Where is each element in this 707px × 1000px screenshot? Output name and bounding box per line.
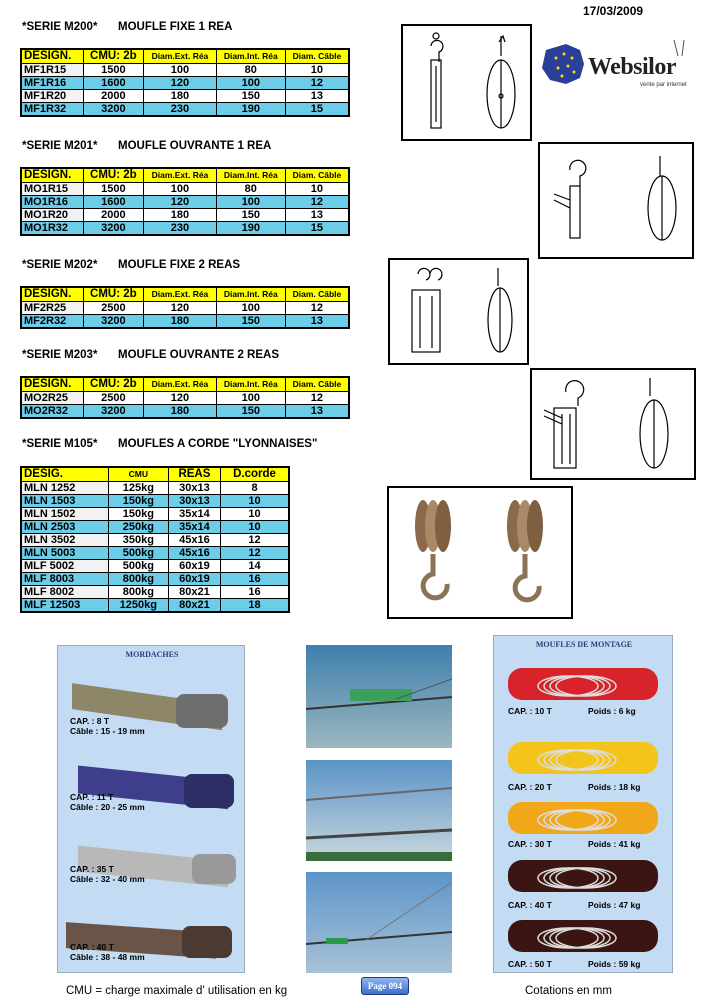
montage-4-cap: CAP. : 40 T bbox=[508, 900, 552, 910]
table-row bbox=[21, 195, 349, 208]
designation-cell: MLN 1503 bbox=[21, 494, 108, 507]
column-header: Diam.Int. Réa bbox=[216, 49, 285, 63]
value-cell: 80 bbox=[216, 63, 285, 76]
logo-tagline: vente par internet bbox=[640, 82, 687, 88]
value-cell: 1500 bbox=[83, 182, 144, 195]
montage-pulleys-icon bbox=[498, 650, 672, 972]
value-cell: 500kg bbox=[108, 546, 168, 559]
websilor-logo bbox=[536, 38, 696, 94]
value-cell: 45x16 bbox=[168, 533, 220, 546]
value-cell: 2000 bbox=[83, 208, 144, 221]
value-cell: 60x19 bbox=[168, 572, 220, 585]
value-cell: 3200 bbox=[83, 221, 144, 235]
value-cell: 16 bbox=[221, 585, 289, 598]
value-cell: 100 bbox=[216, 195, 285, 208]
designation-cell: MF1R16 bbox=[21, 76, 83, 89]
table-row bbox=[21, 494, 289, 507]
value-cell: 35x14 bbox=[168, 507, 220, 520]
table-row bbox=[21, 598, 289, 612]
mordaches-photo-icon bbox=[64, 664, 244, 964]
montage-pulley-3 bbox=[508, 802, 658, 834]
column-header: DESIGN. bbox=[21, 287, 83, 301]
column-header: Diam.Ext. Réa bbox=[144, 49, 216, 63]
value-cell: 13 bbox=[285, 89, 349, 102]
table-m203 bbox=[20, 376, 350, 419]
cmu-note: CMU = charge maximale d' utilisation en kg bbox=[66, 985, 288, 997]
table-row bbox=[21, 404, 349, 418]
designation-cell: MO2R32 bbox=[21, 404, 83, 418]
photo-cable-2 bbox=[306, 760, 452, 861]
pulley-drawing-icon bbox=[532, 370, 694, 478]
value-cell: 125kg bbox=[108, 481, 168, 494]
designation-cell: MO1R16 bbox=[21, 195, 83, 208]
value-cell: 150 bbox=[216, 404, 285, 418]
value-cell: 30x13 bbox=[168, 481, 220, 494]
column-header: Diam. Câble bbox=[285, 49, 349, 63]
pulley-drawing-icon bbox=[540, 144, 692, 257]
value-cell: 15 bbox=[285, 102, 349, 116]
table-row bbox=[21, 314, 349, 328]
column-header: DESIGN. bbox=[21, 377, 83, 391]
column-header: Diam.Int. Réa bbox=[216, 287, 285, 301]
designation-cell: MF2R25 bbox=[21, 301, 83, 314]
section-title-m105: *SERIE M105* MOUFLES A CORDE "LYONNAISES" bbox=[22, 438, 318, 450]
montage-1-cap: CAP. : 10 T bbox=[508, 706, 552, 716]
value-cell: 1500 bbox=[83, 63, 144, 76]
montage-pulley-5 bbox=[508, 920, 658, 952]
column-header: Diam.Ext. Réa bbox=[144, 168, 216, 182]
column-header: D.corde bbox=[221, 467, 289, 481]
value-cell: 13 bbox=[285, 208, 349, 221]
montage-3-cap: CAP. : 30 T bbox=[508, 839, 552, 849]
drawing-m203 bbox=[530, 368, 696, 480]
table-row bbox=[21, 533, 289, 546]
table-header-row bbox=[21, 287, 349, 301]
montage-4-poids: Poids : 47 kg bbox=[588, 900, 641, 910]
table-row bbox=[21, 585, 289, 598]
table-m200 bbox=[20, 48, 350, 117]
designation-cell: MF1R15 bbox=[21, 63, 83, 76]
designation-cell: MF1R20 bbox=[21, 89, 83, 102]
value-cell: 1600 bbox=[83, 76, 144, 89]
drawing-m201 bbox=[538, 142, 694, 259]
value-cell: 12 bbox=[285, 76, 349, 89]
montage-panel bbox=[493, 635, 673, 973]
designation-cell: MLN 1252 bbox=[21, 481, 108, 494]
value-cell: 3200 bbox=[83, 314, 144, 328]
designation-cell: MO1R15 bbox=[21, 182, 83, 195]
montage-5-poids: Poids : 59 kg bbox=[588, 959, 641, 969]
value-cell: 18 bbox=[221, 598, 289, 612]
designation-cell: MF2R32 bbox=[21, 314, 83, 328]
section-title-m203: *SERIE M203* MOUFLE OUVRANTE 2 REAS bbox=[22, 349, 280, 361]
value-cell: 150 bbox=[216, 208, 285, 221]
value-cell: 190 bbox=[216, 221, 285, 235]
table-row bbox=[21, 89, 349, 102]
montage-pulley-1 bbox=[508, 668, 658, 700]
value-cell: 10 bbox=[221, 507, 289, 520]
table-header-row bbox=[21, 168, 349, 182]
table-m105 bbox=[20, 466, 290, 613]
value-cell: 13 bbox=[285, 314, 349, 328]
value-cell: 500kg bbox=[108, 559, 168, 572]
designation-cell: MF1R32 bbox=[21, 102, 83, 116]
montage-5-cap: CAP. : 50 T bbox=[508, 959, 552, 969]
table-header-row bbox=[21, 377, 349, 391]
value-cell: 150kg bbox=[108, 507, 168, 520]
table-m201 bbox=[20, 167, 350, 236]
rope-pulley-photo-icon bbox=[389, 488, 571, 617]
montage-pulley-2 bbox=[508, 742, 658, 774]
column-header: REAS bbox=[168, 467, 220, 481]
mordache-3-cap: CAP. : 35 T bbox=[70, 864, 114, 874]
montage-title: MOUFLES DE MONTAGE bbox=[535, 640, 633, 649]
value-cell: 150 bbox=[216, 314, 285, 328]
value-cell: 10 bbox=[221, 520, 289, 533]
document-date: 17/03/2009 bbox=[583, 4, 644, 18]
column-header: CMU bbox=[108, 467, 168, 481]
value-cell: 13 bbox=[285, 404, 349, 418]
montage-1-poids: Poids : 6 kg bbox=[588, 706, 636, 716]
value-cell: 100 bbox=[144, 182, 216, 195]
designation-cell: MLN 1502 bbox=[21, 507, 108, 520]
value-cell: 150kg bbox=[108, 494, 168, 507]
designation-cell: MLF 5002 bbox=[21, 559, 108, 572]
montage-3-poids: Poids : 41 kg bbox=[588, 839, 641, 849]
value-cell: 120 bbox=[144, 391, 216, 404]
photo-cable-3 bbox=[306, 872, 452, 973]
column-header: Diam. Câble bbox=[285, 377, 349, 391]
table-row bbox=[21, 301, 349, 314]
value-cell: 15 bbox=[285, 221, 349, 235]
pulley-drawing-icon bbox=[403, 26, 530, 139]
column-header: CMU: 2b bbox=[83, 168, 144, 182]
column-header: CMU: 2b bbox=[83, 49, 144, 63]
designation-cell: MO1R32 bbox=[21, 221, 83, 235]
value-cell: 35x14 bbox=[168, 520, 220, 533]
designation-cell: MO2R25 bbox=[21, 391, 83, 404]
photo-lyonnaises bbox=[387, 486, 573, 619]
mordache-2-cap: CAP. : 11 T bbox=[70, 792, 114, 802]
column-header: DESIGN. bbox=[21, 168, 83, 182]
montage-2-poids: Poids : 18 kg bbox=[588, 782, 641, 792]
table-row bbox=[21, 572, 289, 585]
mordache-4-cap: CAP. : 40 T bbox=[70, 942, 114, 952]
table-row bbox=[21, 221, 349, 235]
value-cell: 1600 bbox=[83, 195, 144, 208]
value-cell: 2500 bbox=[83, 301, 144, 314]
value-cell: 250kg bbox=[108, 520, 168, 533]
value-cell: 230 bbox=[144, 221, 216, 235]
value-cell: 80 bbox=[216, 182, 285, 195]
value-cell: 2000 bbox=[83, 89, 144, 102]
value-cell: 2500 bbox=[83, 391, 144, 404]
value-cell: 190 bbox=[216, 102, 285, 116]
column-header: Diam.Int. Réa bbox=[216, 168, 285, 182]
value-cell: 100 bbox=[216, 391, 285, 404]
value-cell: 80x21 bbox=[168, 585, 220, 598]
value-cell: 3200 bbox=[83, 404, 144, 418]
table-row bbox=[21, 559, 289, 572]
table-row bbox=[21, 182, 349, 195]
table-row bbox=[21, 208, 349, 221]
value-cell: 12 bbox=[285, 301, 349, 314]
drawing-m200 bbox=[401, 24, 532, 141]
mordache-4-cable: Câble : 38 - 48 mm bbox=[70, 952, 145, 962]
table-row bbox=[21, 391, 349, 404]
table-m202 bbox=[20, 286, 350, 329]
table-row bbox=[21, 507, 289, 520]
table-row bbox=[21, 520, 289, 533]
table-row bbox=[21, 481, 289, 494]
value-cell: 60x19 bbox=[168, 559, 220, 572]
value-cell: 14 bbox=[221, 559, 289, 572]
value-cell: 800kg bbox=[108, 585, 168, 598]
table-row bbox=[21, 63, 349, 76]
column-header: CMU: 2b bbox=[83, 287, 144, 301]
value-cell: 180 bbox=[144, 314, 216, 328]
value-cell: 120 bbox=[144, 301, 216, 314]
column-header: Diam.Ext. Réa bbox=[144, 377, 216, 391]
value-cell: 100 bbox=[216, 76, 285, 89]
table-header-row bbox=[21, 49, 349, 63]
cotations-note: Cotations en mm bbox=[525, 985, 612, 997]
value-cell: 120 bbox=[144, 76, 216, 89]
value-cell: 10 bbox=[285, 182, 349, 195]
column-header: Diam. Câble bbox=[285, 168, 349, 182]
value-cell: 10 bbox=[221, 494, 289, 507]
table-row bbox=[21, 546, 289, 559]
value-cell: 10 bbox=[285, 63, 349, 76]
column-header: Diam.Ext. Réa bbox=[144, 287, 216, 301]
column-header: DESIG. bbox=[21, 467, 108, 481]
designation-cell: MLF 12503 bbox=[21, 598, 108, 612]
value-cell: 80x21 bbox=[168, 598, 220, 612]
value-cell: 180 bbox=[144, 208, 216, 221]
value-cell: 8 bbox=[221, 481, 289, 494]
mordache-1-cable: Câble : 15 - 19 mm bbox=[70, 726, 145, 736]
drawing-m202 bbox=[388, 258, 529, 365]
table-header-row bbox=[21, 467, 289, 481]
column-header: CMU: 2b bbox=[83, 377, 144, 391]
mordaches-panel bbox=[57, 645, 245, 973]
value-cell: 3200 bbox=[83, 102, 144, 116]
designation-cell: MLF 8003 bbox=[21, 572, 108, 585]
pulley-drawing-icon bbox=[390, 260, 527, 363]
designation-cell: MLN 5003 bbox=[21, 546, 108, 559]
column-header: DESIGN. bbox=[21, 49, 83, 63]
value-cell: 800kg bbox=[108, 572, 168, 585]
column-header: Diam.Int. Réa bbox=[216, 377, 285, 391]
value-cell: 150 bbox=[216, 89, 285, 102]
value-cell: 180 bbox=[144, 404, 216, 418]
mordache-1-cap: CAP. : 8 T bbox=[70, 716, 110, 726]
value-cell: 30x13 bbox=[168, 494, 220, 507]
montage-2-cap: CAP. : 20 T bbox=[508, 782, 552, 792]
value-cell: 16 bbox=[221, 572, 289, 585]
value-cell: 350kg bbox=[108, 533, 168, 546]
logo-brand: Websilor bbox=[588, 54, 677, 80]
value-cell: 230 bbox=[144, 102, 216, 116]
value-cell: 100 bbox=[144, 63, 216, 76]
mordache-3-cable: Câble : 32 - 40 mm bbox=[70, 874, 145, 884]
mordache-2-cable: Câble : 20 - 25 mm bbox=[70, 802, 145, 812]
photo-cable-1 bbox=[306, 645, 452, 748]
column-header: Diam. Câble bbox=[285, 287, 349, 301]
value-cell: 120 bbox=[144, 195, 216, 208]
value-cell: 12 bbox=[285, 195, 349, 208]
value-cell: 45x16 bbox=[168, 546, 220, 559]
section-title-m201: *SERIE M201* MOUFLE OUVRANTE 1 REA bbox=[22, 140, 272, 152]
value-cell: 12 bbox=[221, 533, 289, 546]
table-row bbox=[21, 76, 349, 89]
designation-cell: MO1R20 bbox=[21, 208, 83, 221]
section-title-m200: *SERIE M200* MOUFLE FIXE 1 REA bbox=[22, 21, 233, 33]
montage-pulley-4 bbox=[508, 860, 658, 892]
designation-cell: MLN 3502 bbox=[21, 533, 108, 546]
value-cell: 180 bbox=[144, 89, 216, 102]
designation-cell: MLN 2503 bbox=[21, 520, 108, 533]
section-title-m202: *SERIE M202* MOUFLE FIXE 2 REAS bbox=[22, 259, 241, 271]
value-cell: 12 bbox=[285, 391, 349, 404]
value-cell: 100 bbox=[216, 301, 285, 314]
designation-cell: MLF 8002 bbox=[21, 585, 108, 598]
table-row bbox=[21, 102, 349, 116]
page-number-button[interactable]: Page 094 bbox=[361, 977, 409, 995]
value-cell: 12 bbox=[221, 546, 289, 559]
value-cell: 1250kg bbox=[108, 598, 168, 612]
mordaches-title: MORDACHES bbox=[125, 650, 179, 659]
